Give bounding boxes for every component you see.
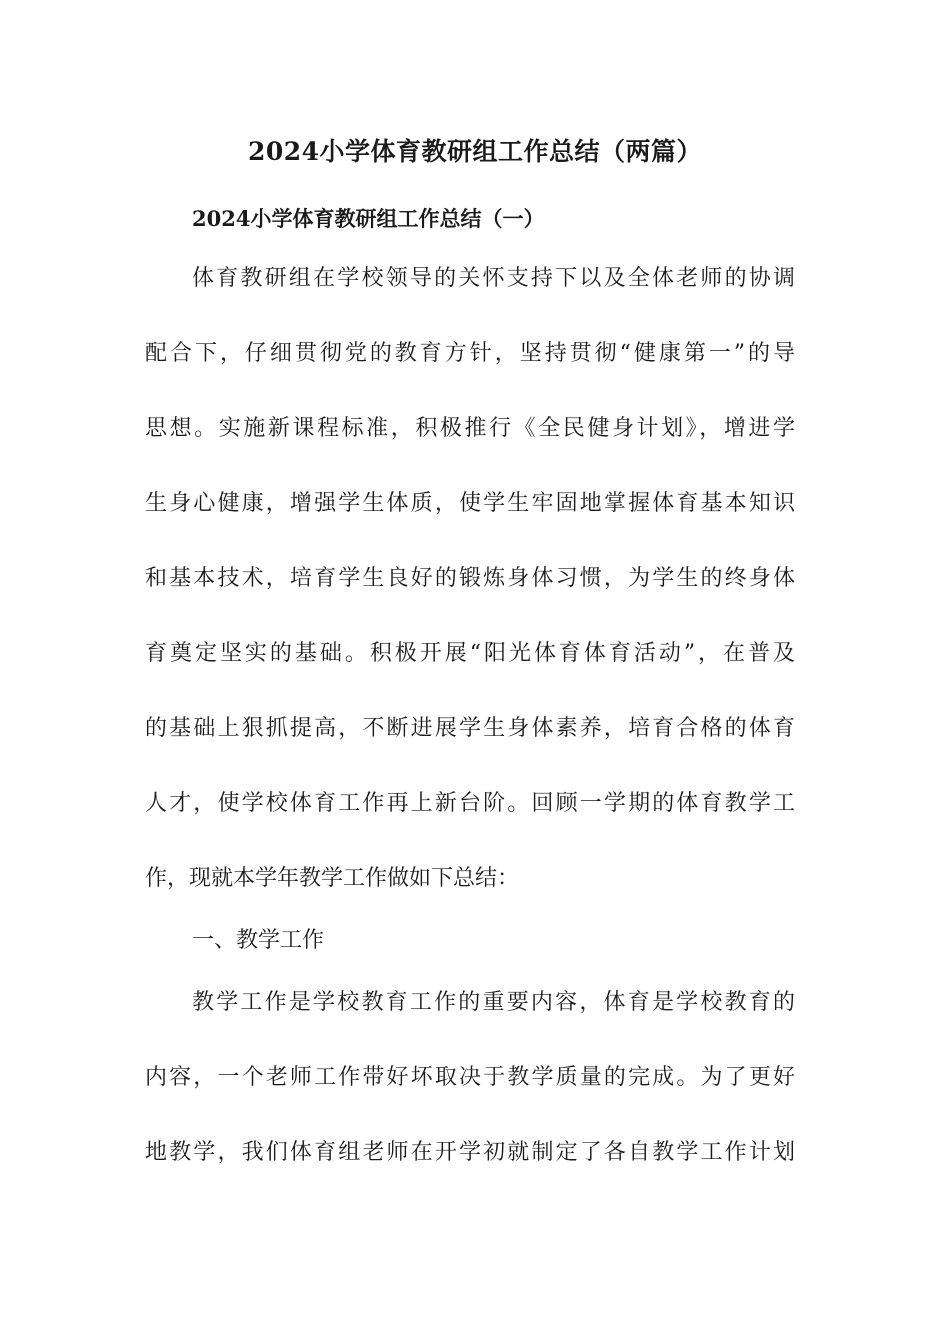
- paragraph-line: 的基础上狠抓提高，不断进展学生身体素养，培育合格的体育: [145, 716, 795, 741]
- section-heading: 一、教学工作: [192, 928, 325, 953]
- paragraph-line: 内容，一个老师工作带好坏取决于教学质量的完成。为了更好: [145, 1065, 795, 1090]
- paragraph-line: 生身心健康，增强学生体质，使学生牢固地掌握体育基本知识: [145, 491, 795, 516]
- paragraph-line: 思想。实施新课程标准，积极推行《全民健身计划》，增进学: [145, 416, 795, 441]
- paragraph-line: 地教学，我们体育组老师在开学初就制定了各自教学工作计划: [145, 1140, 795, 1165]
- paragraph-line: 育奠定坚实的基础。积极开展“阳光体育体育活动”，在普及: [145, 641, 795, 666]
- document-title: 2024小学体育教研组工作总结（两篇）: [247, 137, 703, 166]
- section-title: 2024小学体育教研组工作总结（一）: [192, 206, 545, 231]
- paragraph-line: 和基本技术，培育学生良好的锻炼身体习惯，为学生的终身体: [145, 566, 795, 591]
- paragraph-line: 作，现就本学年教学工作做如下总结：: [145, 866, 520, 891]
- paragraph-line: 体育教研组在学校领导的关怀支持下以及全体老师的协调: [192, 266, 795, 291]
- paragraph-line: 教学工作是学校教育工作的重要内容，体育是学校教育的: [192, 990, 795, 1015]
- paragraph-line: 配合下，仔细贯彻党的教育方针，坚持贯彻“健康第一”的导: [145, 341, 795, 366]
- paragraph-line: 人才，使学校体育工作再上新台阶。回顾一学期的体育教学工: [145, 791, 795, 816]
